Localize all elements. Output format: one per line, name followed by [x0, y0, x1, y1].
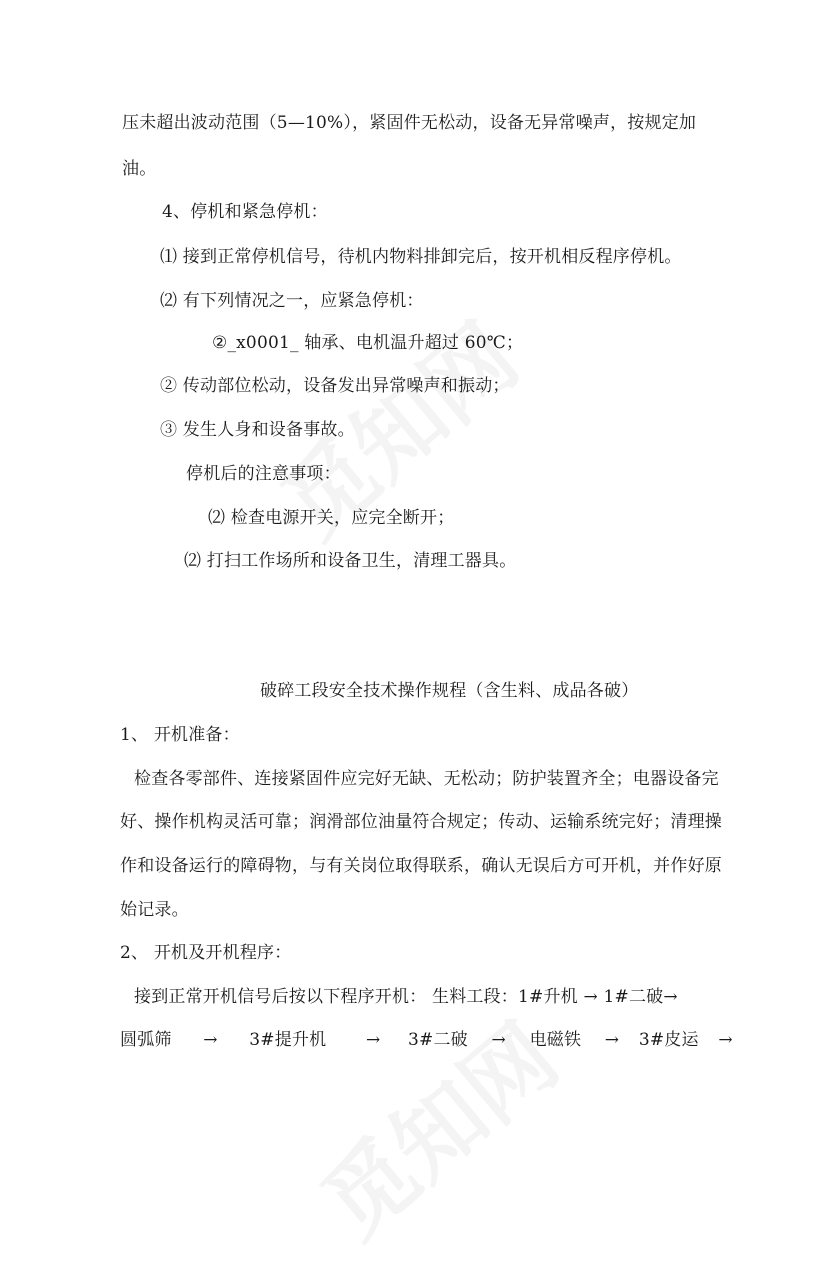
list-item: ⑵ 有下列情况之一，应紧急停机：	[160, 291, 424, 311]
subheading: 4、停机和紧急停机：	[162, 202, 328, 222]
paragraph-line: 压未超出波动范围（5—10%），紧固件无松动，设备无异常噪声，按规定加	[122, 113, 697, 133]
list-item: ③ 发生人身和设备事故。	[160, 420, 355, 440]
flow-sequence	[120, 1029, 733, 1051]
item-heading: 1、 开机准备：	[120, 725, 240, 745]
arrow-icon: →	[365, 1030, 381, 1050]
paragraph-line: 接到正常开机信号后按以下程序开机： 生料工段：1#升机 → 1#二破→	[134, 987, 678, 1007]
arrow-icon: →	[604, 1030, 620, 1050]
section-title: 破碎工段安全技术操作规程（含生料、成品各破）	[260, 681, 639, 701]
paragraph-line: 始记录。	[120, 900, 189, 920]
flow-step: 3#二破	[408, 1030, 468, 1050]
list-item: ② 传动部位松动，设备发出异常噪声和振动；	[160, 376, 510, 396]
paragraph-line: 检查各零部件、连接紧固件应完好无缺、无松动；防护装置齐全；电器设备完	[134, 769, 719, 789]
subheading: 停机后的注意事项：	[186, 464, 341, 484]
flow-step: 圆弧筛	[120, 1030, 172, 1050]
paragraph-line: 好、操作机构灵活可靠；润滑部位油量符合规定；传动、运输系统完好；清理操	[120, 812, 722, 832]
list-item: ⑵ 打扫工作场所和设备卫生，清理工器具。	[184, 551, 517, 571]
list-item: ⑴ 接到正常停机信号，待机内物料排卸完后，按开机相反程序停机。	[160, 247, 682, 267]
item-heading: 2、 开机及开机程序：	[120, 943, 292, 963]
flow-step: 电磁铁	[529, 1030, 582, 1050]
list-item: ②_x0001_ 轴承、电机温升超过 60℃；	[212, 333, 524, 353]
paragraph-line: 油。	[122, 159, 157, 179]
flow-step: 3#提升机	[249, 1030, 327, 1050]
list-item: ⑵ 检查电源开关，应完全断开；	[208, 508, 455, 528]
arrow-icon: →	[718, 1030, 733, 1050]
arrow-icon: →	[491, 1030, 506, 1050]
flow-step: 3#皮运	[638, 1030, 699, 1050]
paragraph-line: 作和设备运行的障碍物，与有关岗位取得联系，确认无误后方可开机，并作好原	[120, 856, 722, 876]
arrow-icon: →	[203, 1030, 218, 1050]
